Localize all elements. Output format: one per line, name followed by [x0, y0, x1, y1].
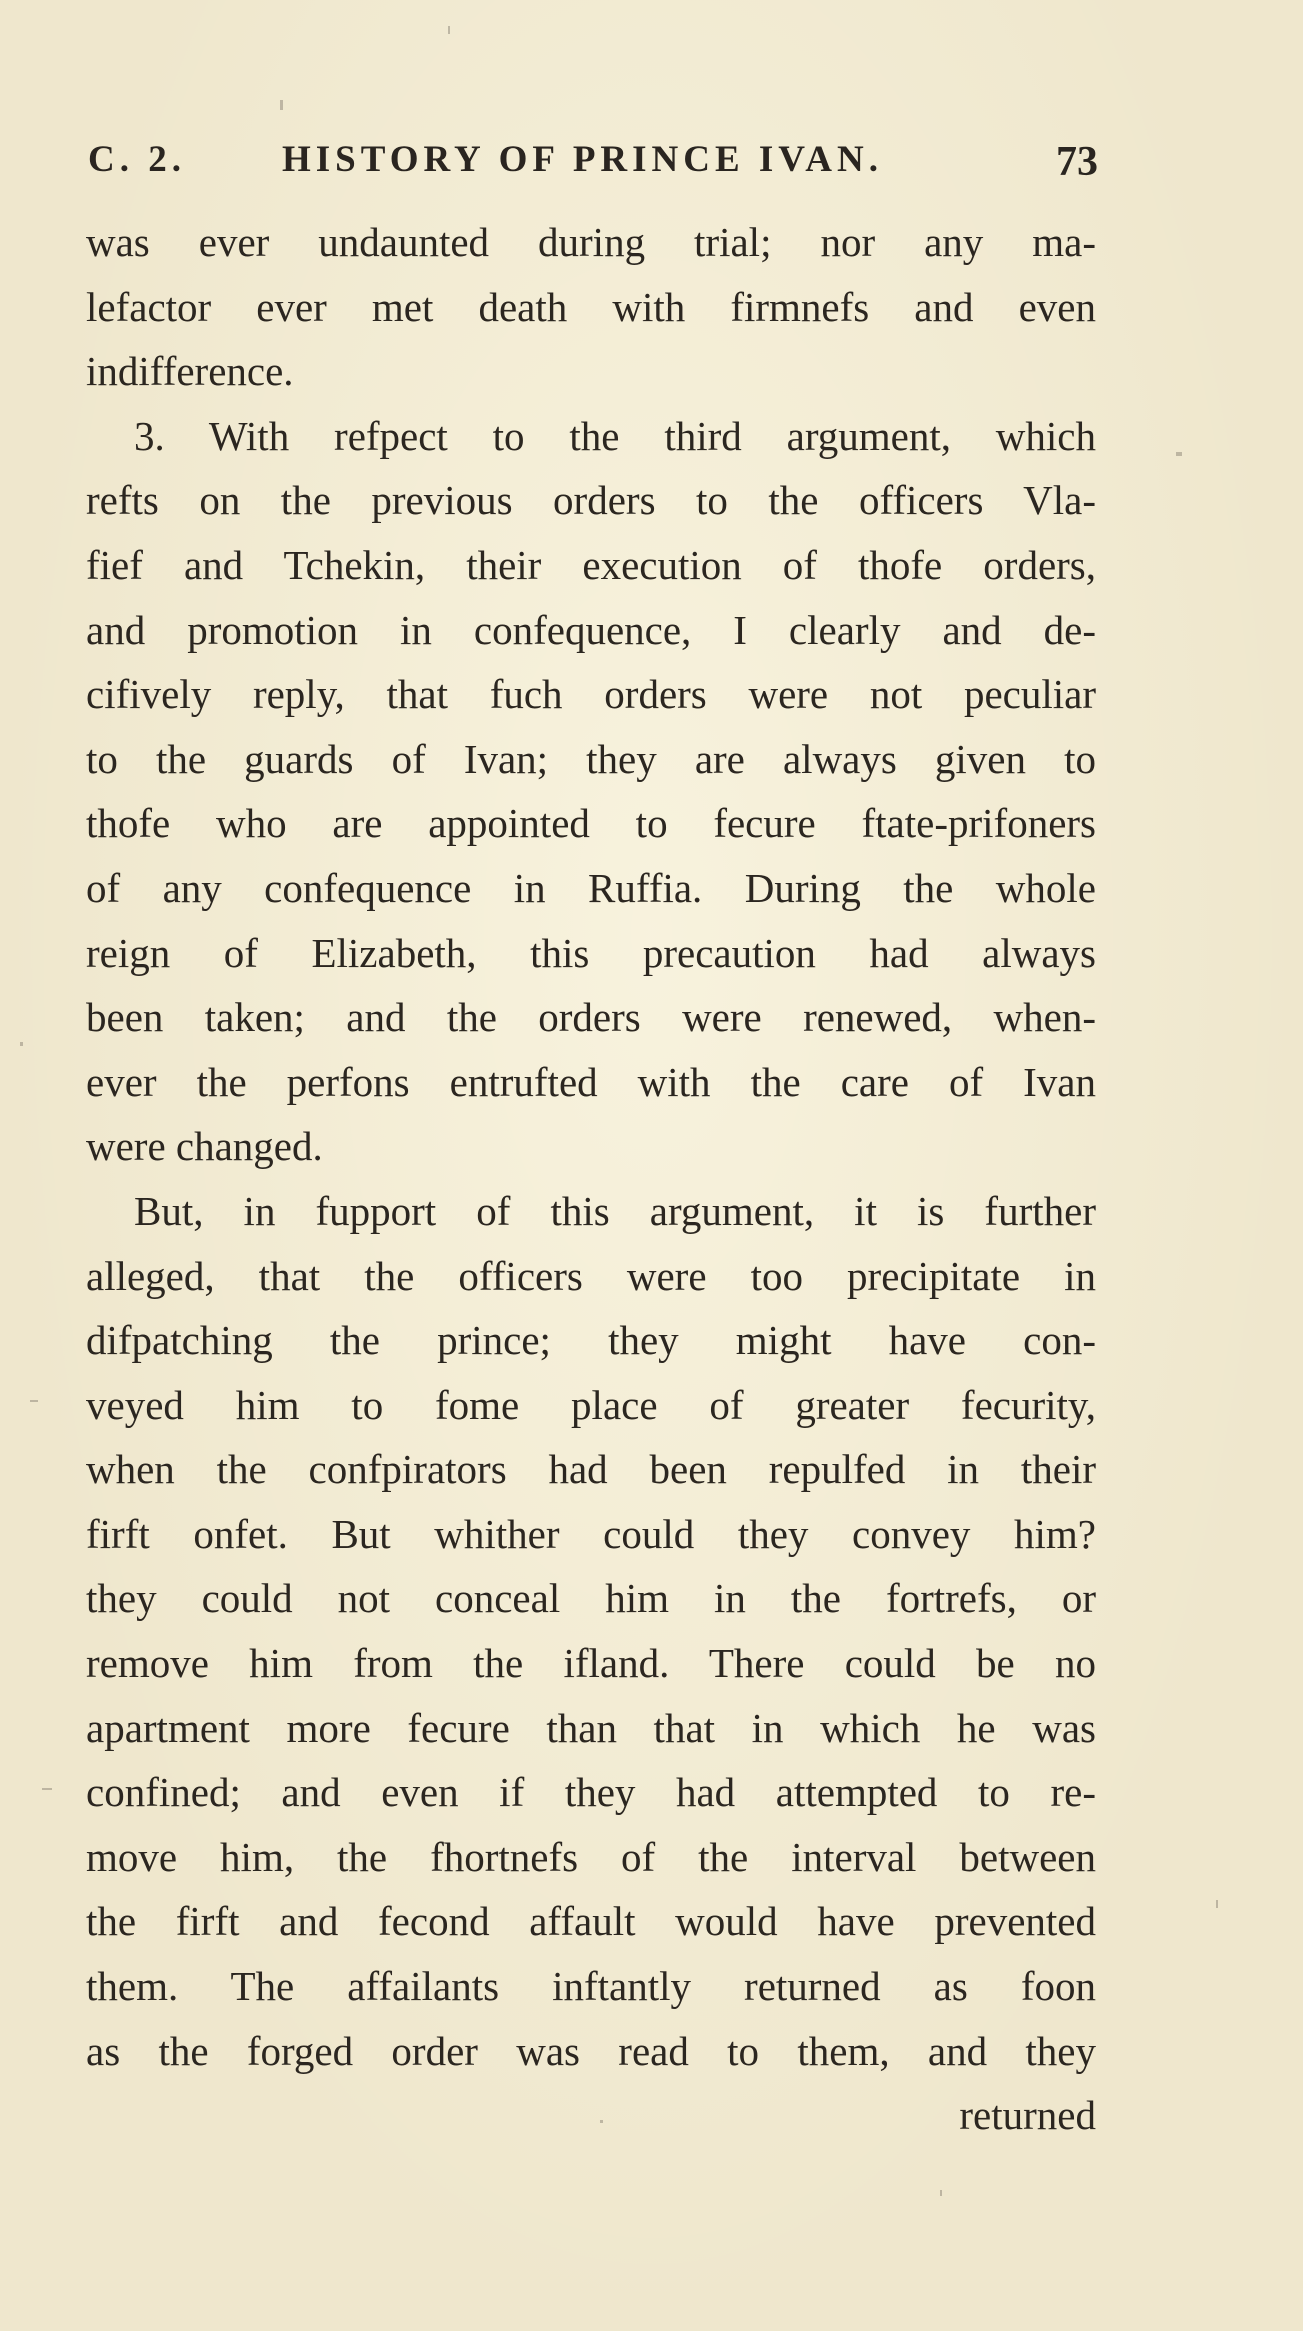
- text-line: they could not conceal him in the fortrefs, or: [86, 1575, 1096, 1622]
- text-line: ever the perfons entrufted with the care of Ivan: [86, 1058, 1096, 1105]
- paper-speck: [448, 26, 450, 34]
- catchword: returned: [959, 2092, 1096, 2139]
- paper-speck: [1216, 1900, 1218, 1908]
- paper-speck: [280, 100, 283, 110]
- text-line: alleged, that the officers were too precipitate in: [86, 1252, 1096, 1299]
- paper-speck: [30, 1400, 38, 1402]
- paper-speck: [1176, 452, 1182, 456]
- text-line: been taken; and the orders were renewed, when-: [86, 994, 1096, 1041]
- text-line: the firft and fecond affault would have prevented: [86, 1898, 1096, 1945]
- text-line: were changed.: [86, 1123, 323, 1170]
- text-line: move him, the fhortnefs of the interval between: [86, 1833, 1096, 1880]
- text-line: and promotion in confequence, I clearly and de-: [86, 606, 1096, 653]
- text-line: remove him from the ifland. There could be no: [86, 1640, 1096, 1687]
- paper-speck: [940, 2190, 942, 2196]
- text-line: confined; and even if they had attempted to re-: [86, 1769, 1096, 1816]
- paper-speck: [600, 2120, 603, 2123]
- text-line: thofe who are appointed to fecure ftate-prifoners: [86, 800, 1096, 847]
- text-line: 3. With refpect to the third argument, which: [134, 412, 1096, 459]
- text-line: apartment more fecure than that in which he was: [86, 1704, 1096, 1751]
- running-head: [88, 138, 1098, 198]
- paper-speck: [42, 1788, 52, 1790]
- text-line: reign of Elizabeth, this precaution had always: [86, 929, 1096, 976]
- body-text: [86, 210, 1096, 2148]
- page-number: 73: [1056, 139, 1098, 185]
- text-line: veyed him to fome place of greater fecurity,: [86, 1381, 1096, 1428]
- text-line: But, in fupport of this argument, it is further: [134, 1187, 1096, 1234]
- running-title: HISTORY OF PRINCE IVAN.: [282, 139, 883, 180]
- text-line: when the confpirators had been repulfed in their: [86, 1446, 1096, 1493]
- chapter-number: C. 2.: [88, 139, 186, 180]
- text-line: firft onfet. But whither could they convey him?: [86, 1510, 1096, 1557]
- text-line: of any confequence in Ruffia. During the whole: [86, 864, 1096, 911]
- paper-speck: [20, 1042, 23, 1046]
- text-line: fief and Tchekin, their execution of thofe orders,: [86, 541, 1096, 588]
- text-line: cifively reply, that fuch orders were not peculiar: [86, 671, 1096, 718]
- text-line: indifference.: [86, 348, 294, 395]
- text-line: was ever undaunted during trial; nor any ma-: [86, 219, 1096, 265]
- text-line: them. The affailants inftantly returned as foon: [86, 1963, 1096, 2010]
- text-line: to the guards of Ivan; they are always given to: [86, 735, 1096, 782]
- text-line: lefactor ever met death with firmnefs and even: [86, 283, 1096, 330]
- text-line: as the forged order was read to them, and they: [86, 2027, 1096, 2074]
- text-line: difpatching the prince; they might have con-: [86, 1317, 1096, 1364]
- text-line: refts on the previous orders to the officers Vla-: [86, 477, 1096, 524]
